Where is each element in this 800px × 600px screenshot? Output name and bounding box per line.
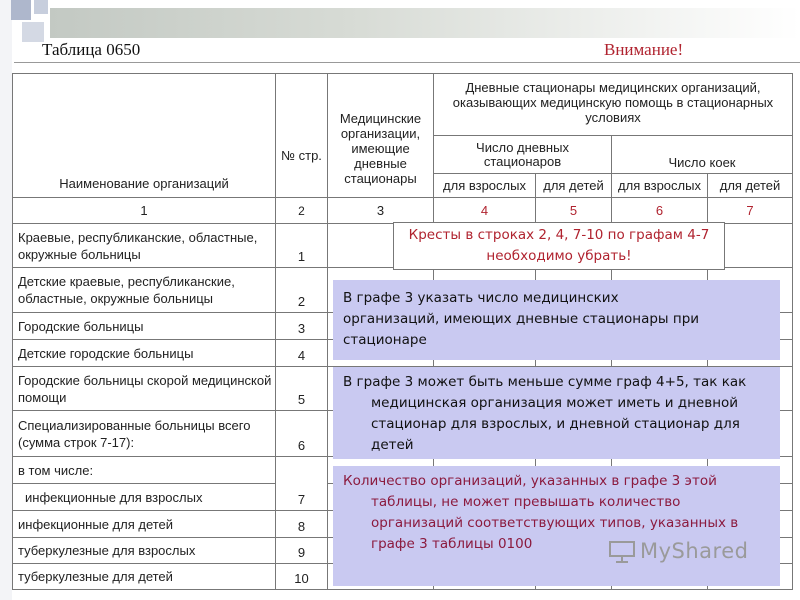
decor-square xyxy=(34,0,48,14)
table-row-name: Городские больницы xyxy=(13,313,276,340)
callout-line: медицинская организация может иметь и дневной xyxy=(371,395,739,411)
table-row-name: Детские городские больницы xyxy=(13,340,276,367)
table-row-name: Детские краевые, республиканские, областные, окружные больницы xyxy=(13,268,276,313)
header-med-orgs: Медицинские организации, имеющие дневные стационары xyxy=(328,74,434,198)
callout-line: детей xyxy=(371,437,414,453)
header-row-number: № стр. xyxy=(276,74,328,198)
table-row-name: инфекционные для взрослых xyxy=(13,484,276,511)
table-row-number: 7 xyxy=(276,457,328,511)
graph3-count-callout xyxy=(333,280,780,360)
table-row-number: 10 xyxy=(276,564,328,590)
table-row-number: 3 xyxy=(276,313,328,340)
header-day-hospitals-group: Дневные стационары медицинских организаций, оказывающих медицинскую помощь в стационарных условиях xyxy=(434,74,793,136)
table-row-number: 2 xyxy=(276,268,328,313)
header-gradient-band xyxy=(50,8,800,38)
col-number: 3 xyxy=(328,198,434,224)
header-children-beds: для детей xyxy=(708,174,793,198)
table-row-number: 9 xyxy=(276,538,328,564)
header-children-count: для детей xyxy=(536,174,612,198)
col-number: 2 xyxy=(276,198,328,224)
page-title: Таблица 0650 xyxy=(42,40,141,59)
header-org-name: Наименование организаций xyxy=(13,74,276,198)
table-row-name: в том числе: xyxy=(13,457,276,484)
header-adults-beds: для взрослых xyxy=(612,174,708,198)
col-number: 1 xyxy=(13,198,276,224)
crosses-warning-callout xyxy=(393,222,725,270)
watermark-logo: MyShared xyxy=(640,539,749,563)
graph3-less-callout xyxy=(333,367,780,459)
table-row-name: Специализированные больницы всего (сумма строк 7-17): xyxy=(13,411,276,457)
header-adults-count: для взрослых xyxy=(434,174,536,198)
org-count-callout xyxy=(333,466,780,586)
decor-square xyxy=(11,0,31,20)
col-number: 7 xyxy=(708,198,793,224)
attention-label: Внимание! xyxy=(604,40,684,59)
table-row-name: Краевые, республиканские, областные, окружные больницы xyxy=(13,224,276,268)
left-margin-bar xyxy=(0,0,12,600)
callout-line: В графе 3 может быть меньше сумме граф 4+5, так как xyxy=(343,374,747,390)
callout-line: Кресты в строках 2, 4, 7-10 по графам 4-7 xyxy=(408,227,710,243)
col-number: 6 xyxy=(612,198,708,224)
callout-line: В графе 3 указать число медицинских xyxy=(343,290,619,306)
presentation-icon xyxy=(608,540,636,564)
table-row-name: туберкулезные для детей xyxy=(13,564,276,590)
callout-line: стационар для взрослых, и дневной стационар для xyxy=(371,416,740,432)
col-number: 5 xyxy=(536,198,612,224)
decor-square xyxy=(22,22,44,42)
table-row-number: 4 xyxy=(276,340,328,367)
divider xyxy=(14,62,800,63)
callout-line: организаций соответствующих типов, указанных в xyxy=(371,515,739,531)
callout-line: Количество организаций, указанных в графе 3 этой xyxy=(343,473,717,489)
header-hospital-count: Число дневных стационаров xyxy=(434,136,612,174)
table-row-number: 5 xyxy=(276,367,328,411)
callout-line: организаций, имеющих дневные стационары при xyxy=(343,311,700,327)
table-row-name: туберкулезные для взрослых xyxy=(13,538,276,564)
callout-line: графе 3 таблицы 0100 xyxy=(371,536,533,552)
table-row-number: 1 xyxy=(276,224,328,268)
table-row-name: инфекционные для детей xyxy=(13,511,276,538)
callout-line: таблицы, не может превышать количество xyxy=(371,494,681,510)
col-number: 4 xyxy=(434,198,536,224)
table-row-number: 6 xyxy=(276,411,328,457)
table-row-number: 8 xyxy=(276,511,328,538)
callout-line: стационаре xyxy=(343,332,427,348)
table-row-name: Городские больницы скорой медицинской помощи xyxy=(13,367,276,411)
header-bed-count: Число коек xyxy=(612,136,793,174)
callout-line: необходимо убрать! xyxy=(486,248,632,264)
